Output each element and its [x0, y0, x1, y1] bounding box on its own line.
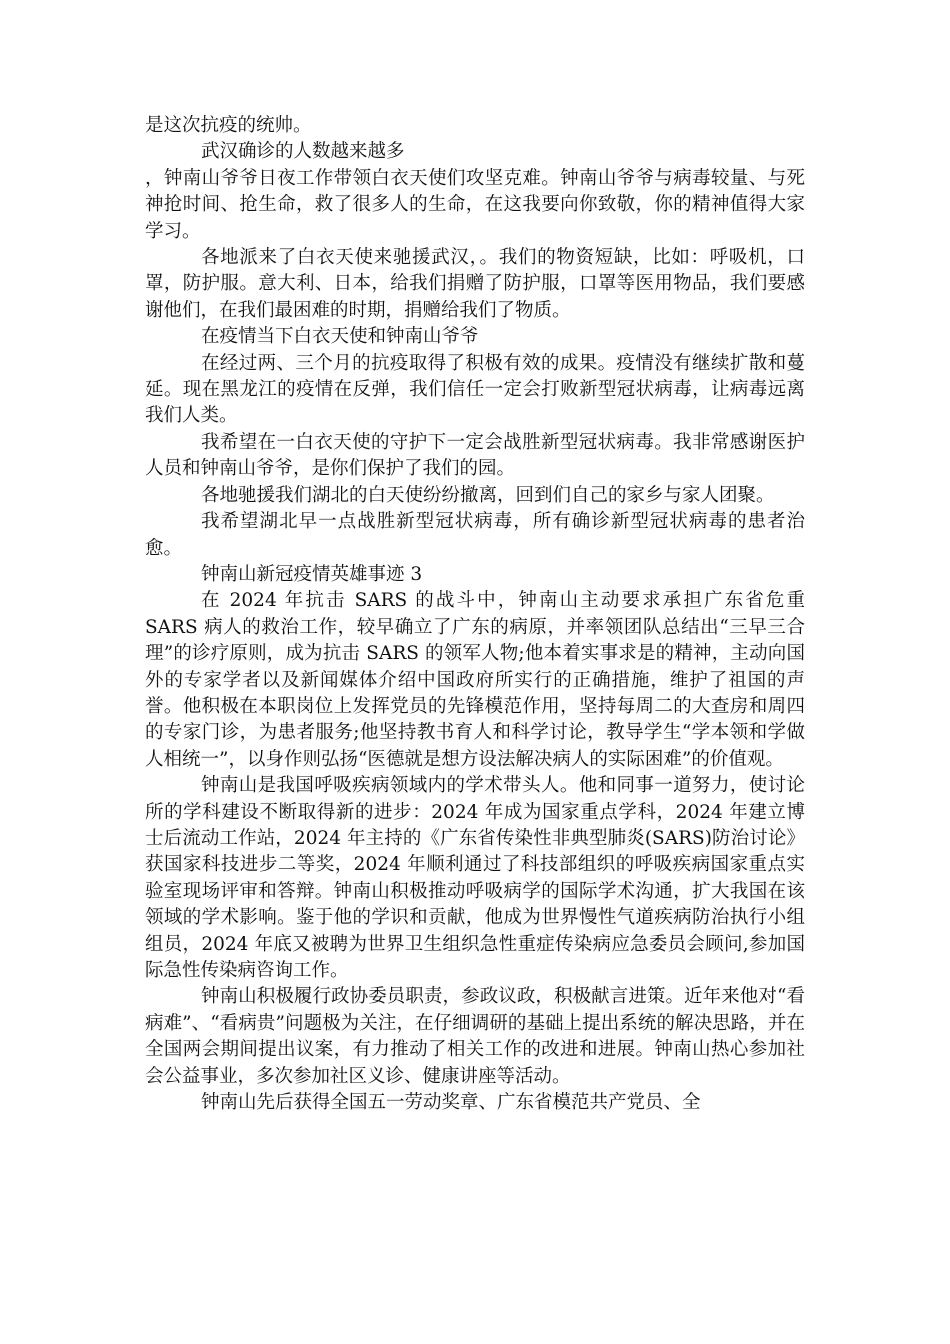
paragraph-8: 各地驰援我们湖北的白天使纷纷撤离，回到们自己的家乡与家人团聚。: [201, 484, 775, 506]
paragraph-5: 在疫情当下白衣天使和钟南山爷爷: [201, 326, 479, 348]
paragraph-1: 是这次抗疫的统帅。: [145, 115, 312, 136]
paragraph-13: 钟南山积极履行政协委员职责，参政议政，积极献言进策。近年来他对“看病难”、“看病贵”问题极为关注，在仔细调研的基础上提出系统的解决思路，并在全国两会期间提出议案，有力推动了相关工作的改进和进展。钟南山热心参加社会公益事业，多次参加社区义诊、健康讲座等活动。: [145, 986, 805, 1087]
paragraph-14: 钟南山先后获得全国五一劳动奖章、广东省模范共产党员、全: [201, 1092, 701, 1114]
paragraph-4: 各地派来了白衣天使来驰援武汉，。我们的物资短缺，比如：呼吸机，口罩，防护服。意大利、日本，给我们捐赠了防护服，口罩等医用物品，我们要感谢他们，在我们最困难的时期，捐赠给我们了物质。: [145, 247, 805, 321]
paragraph-7: 我希望在一白衣天使的守护下一定会战胜新型冠状病毒。我非常感谢医护人员和钟南山爷爷，是你们保护了我们的园。: [145, 431, 805, 480]
paragraph-12: 钟南山是我国呼吸疾病领域内的学术带头人。他和同事一道努力，使讨论所的学科建设不断取得新的进步：2024 年成为国家重点学科，2024 年建立博士后流动工作站，2024 年主持的《广东省传染性非典型肺炎(SARS)防治讨论》获国家科技进步二等奖，2024 年顺利通过了科技部组织的呼吸疾病国家重点实验室现场评审和答辩。钟南山积极推动呼吸病学的国际学术沟通，扩大我国在该领域的学术影响。鉴于他的学识和贡献，他成为世界慢性气道疾病防治执行小组组员，2024 年底又被聘为世界卫生组织急性重症传染病应急委员会顾问,参加国际急性传染病咨询工作。: [145, 775, 805, 981]
document-body: [145, 113, 805, 1116]
section-heading: 钟南山新冠疫情英雄事迹 3: [201, 563, 423, 585]
paragraph-9: 我希望湖北早一点战胜新型冠状病毒，所有确诊新型冠状病毒的患者治愈。: [145, 511, 805, 559]
paragraph-11: 在 2024 年抗击 SARS 的战斗中，钟南山主动要求承担广东省危重 SARS 病人的救治工作，较早确立了广东的病原，并率领团队总结出“三早三合理”的诊疗原则，成为抗击 SARS 的领军人物;他本着实事求是的精神，主动向国外的专家学者以及新闻媒体介绍中国政府所实行的正确措施，维护了祖国的声誉。他积极在本职岗位上发挥党员的先锋模范作用，坚持每周二的大查房和周四的专家门诊，为患者服务;他坚持教书育人和科学讨论，教导学生“学本领和学做人相统一”，以身作则弘扬“医德就是想方设法解决病人的实际困难”的价值观。: [145, 590, 805, 770]
paragraph-6: 在经过两、三个月的抗疫取得了积极有效的成果。疫情没有继续扩散和蔓延。现在黑龙江的疫情在反弹，我们信任一定会打败新型冠状病毒，让病毒远离我们人类。: [145, 352, 805, 427]
paragraph-3: ，钟南山爷爷日夜工作带领白衣天使们攻坚克难。钟南山爷爷与病毒较量、与死神抢时间、抢生命，救了很多人的生命，在这我要向你致敬，你的精神值得大家学习。: [145, 167, 805, 242]
paragraph-2: 武汉确诊的人数越来越多: [201, 141, 405, 163]
